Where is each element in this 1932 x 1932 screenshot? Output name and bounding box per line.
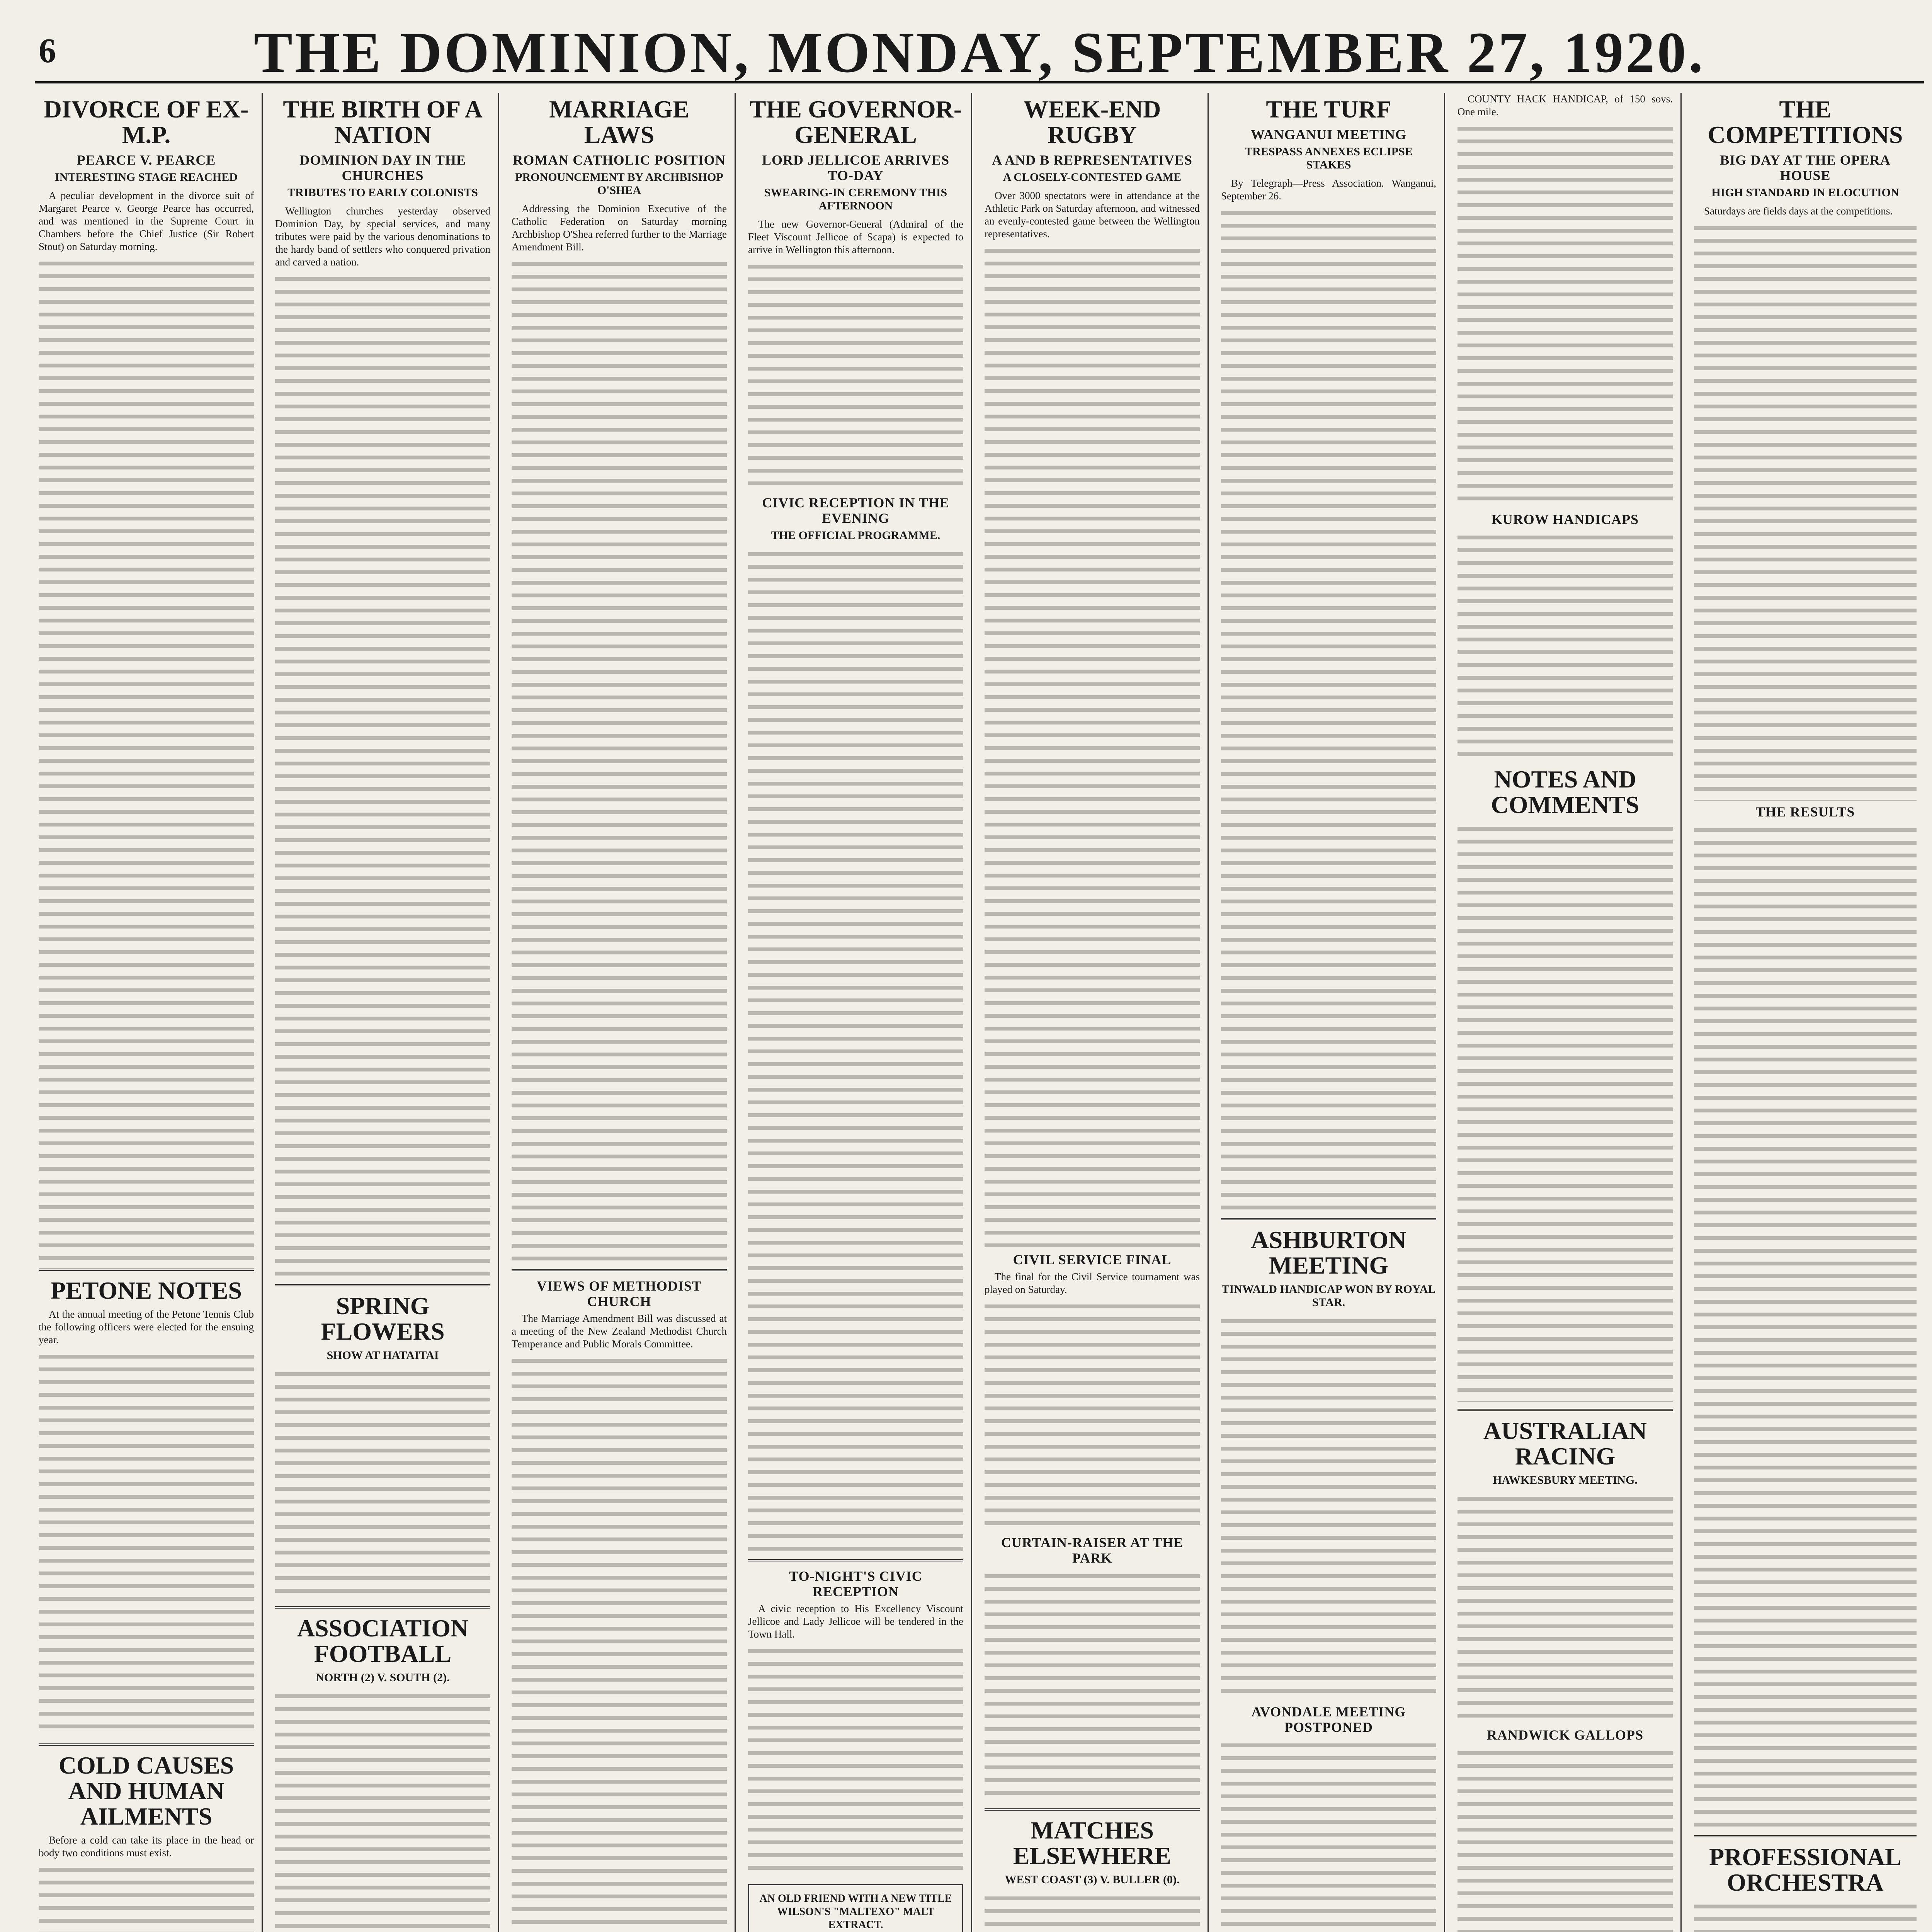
divider: [1694, 1835, 1917, 1837]
section-headline: AUSTRALIAN RACING: [1483, 1417, 1647, 1470]
section-lead: At the annual meeting of the Petone Tennis Club the following officers were elected for the ensuing year.: [39, 1308, 254, 1345]
headline: THE BIRTH OF A NATION: [283, 95, 483, 148]
column-2: [271, 93, 499, 1932]
deck: A CLOSELY-CONTESTED GAME: [1003, 171, 1182, 184]
subhead: DOMINION DAY IN THE CHURCHES: [299, 152, 466, 183]
divider: [275, 1284, 490, 1286]
column-7: [1454, 93, 1682, 1932]
article-text: [275, 1367, 490, 1599]
column-6: [1217, 93, 1445, 1932]
section-headline: AVONDALE MEETING POSTPONED: [1251, 1704, 1406, 1735]
article-text: [39, 1863, 254, 1932]
subhead: LORD JELLICOE ARRIVES TO-DAY: [762, 152, 950, 183]
section-lead: WEST COAST (3) V. BULLER (0).: [1005, 1873, 1180, 1886]
section-headline: SPRING FLOWERS: [321, 1292, 445, 1345]
section-lead: SHOW AT HATAITAI: [327, 1349, 439, 1362]
column-5: [981, 93, 1209, 1932]
deck: TRIBUTES TO EARLY COLONISTS: [287, 186, 478, 199]
article-text: [985, 1570, 1200, 1801]
lead-paragraph: COUNTY HACK HANDICAP, of 150 sovs. One mile.: [1458, 93, 1673, 117]
article-text: [275, 272, 490, 1277]
deck: TRESPASS ANNEXES ECLIPSE STAKES: [1245, 145, 1413, 171]
competition-results: [1694, 823, 1917, 1828]
section-headline: CIVIC RECEPTION IN THE EVENING: [762, 495, 949, 526]
deck: PRONOUNCEMENT BY ARCHBISHOP O'SHEA: [515, 171, 723, 197]
subhead: WANGANUI MEETING: [1250, 127, 1407, 142]
lead-paragraph: Addressing the Dominion Executive of the Catholic Federation on Saturday morning Archbishop O'Shea referred further to the Marriage Amendment Bill.: [512, 203, 727, 253]
article-text: [1458, 1492, 1673, 1724]
section-lead: HAWKESBURY MEETING.: [1493, 1474, 1638, 1486]
race-results: [1458, 531, 1673, 763]
article-text: [1694, 1900, 1917, 1932]
headline: DIVORCE OF EX-M.P.: [44, 95, 249, 148]
ad-subhead: WILSON'S "MALTEXO" MALT EXTRACT.: [777, 1906, 935, 1931]
columns: [35, 93, 1924, 1932]
section-lead: A civic reception to His Excellency Viscount Jellicoe and Lady Jellicoe will be tendered in the Town Hall.: [748, 1603, 963, 1640]
page-number: 6: [39, 32, 56, 70]
ad-headline: AN OLD FRIEND WITH A NEW TITLE: [759, 1893, 952, 1905]
section-headline: ASHBURTON MEETING: [1251, 1226, 1406, 1279]
section-headline: PETONE NOTES: [51, 1277, 242, 1304]
column-8: [1690, 93, 1924, 1932]
subhead: KUROW HANDICAPS: [1491, 512, 1639, 527]
headline: THE COMPETITIONS: [1708, 95, 1903, 148]
section-headline: CURTAIN-RAISER AT THE PARK: [1001, 1535, 1184, 1566]
article-text: [985, 1300, 1200, 1532]
article-text: [512, 1354, 727, 1932]
headline: THE TURF: [1266, 95, 1391, 123]
section-headline: PROFESSIONAL ORCHESTRA: [1709, 1843, 1901, 1896]
divider: [748, 1559, 963, 1561]
section-lead: TINWALD HANDICAP WON BY ROYAL STAR.: [1221, 1283, 1436, 1309]
column-3: [508, 93, 736, 1932]
headline: THE GOVERNOR-GENERAL: [749, 95, 962, 148]
lead-paragraph: The new Governor-General (Admiral of the Fleet Viscount Jellicoe of Scapa) is expected to arrive in Wellington this afternoon.: [748, 218, 963, 255]
lead-paragraph: By Telegraph—Press Association. Wanganui, September 26.: [1221, 177, 1436, 202]
divider: [39, 1743, 254, 1746]
divider: [985, 1808, 1200, 1811]
subhead: BIG DAY AT THE OPERA HOUSE: [1720, 152, 1891, 183]
deck: HIGH STANDARD IN ELOCUTION: [1711, 186, 1899, 199]
deck: INTERESTING STAGE REACHED: [55, 171, 238, 184]
article-text: [748, 1645, 963, 1876]
race-results: [1221, 206, 1436, 1211]
section-headline: THE RESULTS: [1755, 804, 1855, 820]
subhead: A AND B REPRESENTATIVES: [992, 152, 1192, 168]
article-text: [985, 1892, 1200, 1932]
section-headline: RANDWICK GALLOPS: [1486, 1727, 1644, 1743]
divider: [512, 1269, 727, 1271]
section-headline: TO-NIGHT'S CIVIC RECEPTION: [789, 1568, 922, 1599]
article-text: [1221, 1739, 1436, 1932]
divider: [275, 1606, 490, 1609]
race-results: [1221, 1315, 1436, 1701]
divider: [1221, 1218, 1436, 1220]
article-text: [748, 548, 963, 1552]
lead-paragraph: Wellington churches yesterday observed Dominion Day, by special services, and many tributes were paid by the various denominations to the hardy band of settlers who conquered privation and carved a nation.: [275, 205, 490, 268]
section-headline: COLD CAUSES AND HUMAN AILMENTS: [58, 1752, 234, 1830]
article-text: [1458, 822, 1673, 1402]
section-headline: MATCHES ELSEWHERE: [1013, 1816, 1172, 1869]
article-text: [1458, 1747, 1673, 1932]
column-4: [744, 93, 972, 1932]
column-1: [35, 93, 263, 1932]
article-text: [39, 257, 254, 1262]
divider: [1458, 1409, 1673, 1411]
lead-paragraph: Over 3000 spectators were in attendance at the Athletic Park on Saturday afternoon, and witnessed an evenly-contested game between the Wellington representatives.: [985, 190, 1200, 240]
lead-paragraph: Saturdays are fields days at the competitions.: [1704, 205, 1893, 217]
section-headline: CIVIL SERVICE FINAL: [1013, 1252, 1172, 1267]
headline: WEEK-END RUGBY: [1023, 95, 1161, 148]
advertisement: [748, 1884, 963, 1932]
section-lead: The Marriage Amendment Bill was discussed at a meeting of the New Zealand Methodist Church Temperance and Public Morals Committee.: [512, 1313, 727, 1350]
subhead: ROMAN CATHOLIC POSITION: [513, 152, 726, 168]
masthead: [35, 15, 1924, 83]
article-text: [39, 1350, 254, 1736]
section-lead: NORTH (2) V. SOUTH (2).: [316, 1671, 450, 1684]
article-text: [985, 244, 1200, 1249]
divider: [39, 1269, 254, 1271]
lead-paragraph: A peculiar development in the divorce suit of Margaret Pearce v. George Pearce has occurred, and was mentioned in the Supreme Court in Chambers before the Chief Justice (Sir Robert Stout) on Saturday morning.: [39, 190, 254, 252]
headline: MARRIAGE LAWS: [549, 95, 689, 148]
article-text: [512, 257, 727, 1262]
article-text: [1694, 221, 1917, 801]
race-results: [1458, 122, 1673, 509]
subhead: PEARCE V. PEARCE: [77, 152, 216, 168]
section-lead: Before a cold can take its place in the head or body two conditions must exist.: [39, 1834, 254, 1859]
section-lead: THE OFFICIAL PROGRAMME.: [771, 529, 940, 542]
newspaper-title: THE DOMINION, MONDAY, SEPTEMBER 27, 1920.: [253, 20, 1706, 85]
article-text: [275, 1690, 490, 1932]
section-headline: VIEWS OF METHODIST CHURCH: [537, 1278, 702, 1309]
article-text: [748, 260, 963, 492]
deck: SWEARING-IN CEREMONY THIS AFTERNOON: [764, 186, 947, 212]
section-headline: ASSOCIATION FOOTBALL: [297, 1614, 469, 1667]
section-headline: NOTES AND COMMENTS: [1491, 765, 1639, 818]
section-lead: The final for the Civil Service tournament was played on Saturday.: [985, 1271, 1200, 1295]
